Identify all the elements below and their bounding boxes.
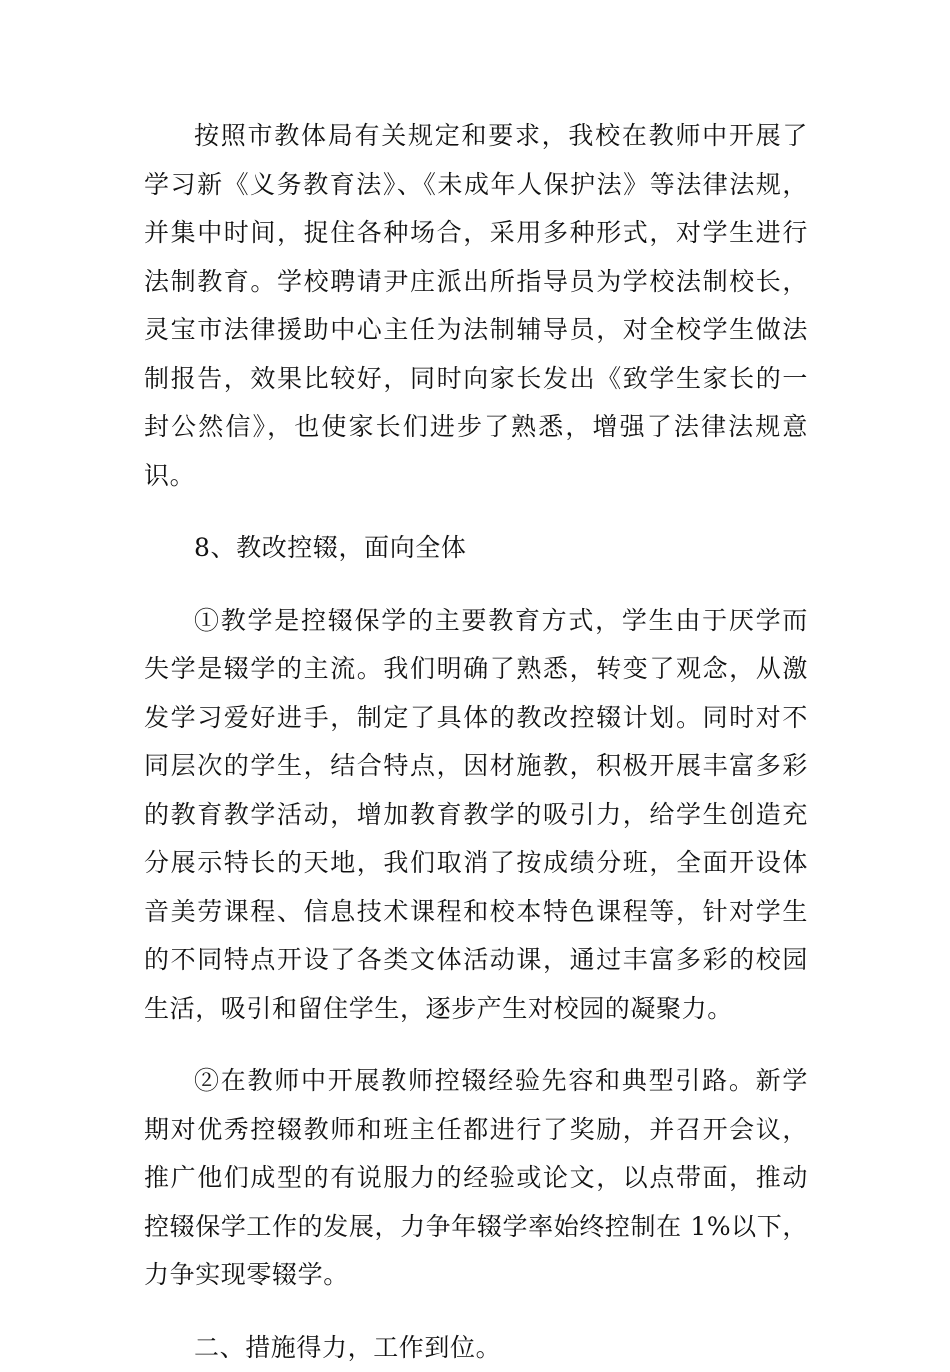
- paragraph-legal-education: 按照市教体局有关规定和要求，我校在教师中开展了学习新《义务教育法》、《未成年人保护法》等法律法规，并集中时间，捉住各种场合，采用多种形式，对学生进行法制教育。学校聘请尹庄派出所指导员为学校法制校长，灵宝市法律援助中心主任为法制辅导员，对全校学生做法制报告，效果比较好，同时向家长发出《致学生家长的一封公然信》，也使家长们进步了熟悉，增强了法律法规意识。: [144, 112, 808, 500]
- document-body: [144, 112, 808, 1372]
- section-heading-2: 二、措施得力，工作到位。: [144, 1324, 808, 1372]
- paragraph-teacher-experience: ②在教师中开展教师控辍经验先容和典型引路。新学期对优秀控辍教师和班主任都进行了奖励，并召开会议，推广他们成型的有说服力的经验或论文，以点带面，推动控辍保学工作的发展，力争年辍学率始终控制在 1%以下，力争实现零辍学。: [144, 1057, 808, 1300]
- section-heading-8: 8、教改控辍，面向全体: [144, 524, 808, 573]
- paragraph-teaching-reform: ①教学是控辍保学的主要教育方式，学生由于厌学而失学是辍学的主流。我们明确了熟悉，转变了观念，从激发学习爱好进手，制定了具体的教改控辍计划。同时对不同层次的学生，结合特点，因材施教，积极开展丰富多彩的教育教学活动，增加教育教学的吸引力，给学生创造充分展示特长的天地，我们取消了按成绩分班，全面开设体音美劳课程、信息技术课程和校本特色课程等，针对学生的不同特点开设了各类文体活动课，通过丰富多彩的校园生活，吸引和留住学生，逐步产生对校园的凝聚力。: [144, 597, 808, 1034]
